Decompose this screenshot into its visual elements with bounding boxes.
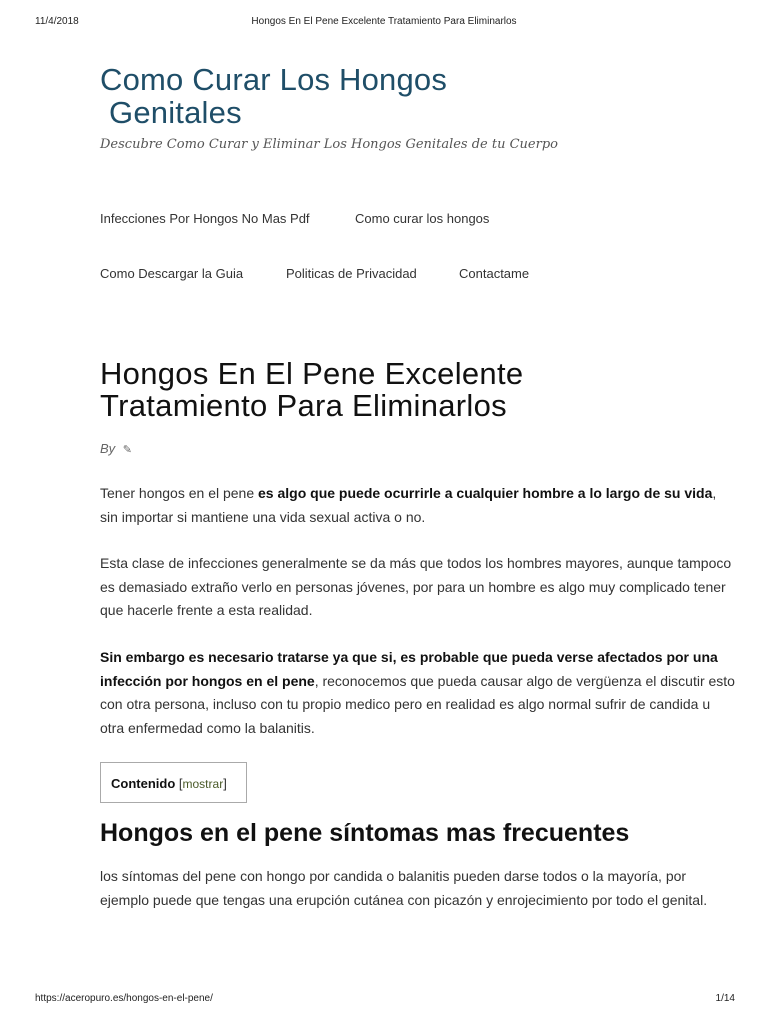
toc-open-bracket: [ bbox=[178, 776, 183, 791]
paragraph-tratamiento-text: , reconocemos que pueda causar algo de vergüenza el discutir esto con otra persona, incluso con tu propio medico pero en realidad es algo normal sufrir de candida u otra enfermedad como la balanitis. bbox=[100, 672, 735, 736]
paragraph-sintomas: los síntomas del pene con hongo por candida o balanitis pueden darse todos o la mayoría, por ejemplo puede que tengas una erupción cutánea con picazón y enrojecimiento por todo el genital. bbox=[100, 868, 708, 908]
post-title bbox=[100, 358, 660, 422]
print-footer bbox=[0, 993, 768, 1009]
post-byline bbox=[100, 441, 132, 456]
nav-item-como-curar[interactable]: Como curar los hongos bbox=[355, 211, 490, 226]
print-header bbox=[0, 16, 768, 32]
site-title[interactable] bbox=[100, 63, 560, 129]
paragraph-tratamiento bbox=[100, 646, 736, 740]
toc-toggle-link[interactable]: mostrar bbox=[182, 777, 224, 791]
post-title-line2: Tratamiento Para Eliminarlos bbox=[100, 388, 507, 423]
paragraph-intro bbox=[100, 482, 736, 529]
print-doc-title: Hongos En El Pene Excelente Tratamiento Para Eliminarlos bbox=[251, 16, 517, 27]
pencil-icon: ✎ bbox=[122, 444, 133, 456]
site-tagline: Descubre Como Curar y Eliminar Los Hongos Genitales de tu Cuerpo bbox=[100, 137, 558, 152]
nav-item-infecciones-pdf[interactable]: Infecciones Por Hongos No Mas Pdf bbox=[100, 211, 310, 226]
toc-close-bracket: ] bbox=[223, 776, 227, 791]
paragraph-tratamiento-bold: Sin embargo es necesario tratarse ya que si, es probable que pueda verse afectados por una infección por hongos en el pene bbox=[100, 649, 718, 689]
post-title-line1: Hongos En El Pene Excelente bbox=[100, 356, 524, 391]
paragraph-intro-bold: es algo que puede ocurrirle a cualquier hombre a lo largo de su vida bbox=[258, 485, 713, 501]
byline-label: By bbox=[100, 441, 116, 456]
site-title-line1[interactable]: Como Curar Los Hongos bbox=[100, 62, 448, 97]
paragraph-infecciones: Esta clase de infecciones generalmente se da más que todos los hombres mayores, aunque tampoco es demasiado extraño verlo en personas jóvenes, por para un hombre es algo muy complicado tener que hacerle frente a esta realidad. bbox=[100, 555, 732, 618]
nav-item-privacidad[interactable]: Politicas de Privacidad bbox=[286, 266, 417, 281]
site-title-line2[interactable]: Genitales bbox=[109, 95, 242, 130]
print-page-number: 1/14 bbox=[715, 993, 735, 1004]
toc-label: Contenido bbox=[111, 776, 176, 791]
paragraph-intro-text: Tener hongos en el pene bbox=[100, 485, 259, 501]
section-heading-sintomas: Hongos en el pene síntomas mas frecuentes bbox=[100, 819, 630, 847]
nav-item-descargar-guia[interactable]: Como Descargar la Guia bbox=[100, 266, 244, 281]
nav-item-contactame[interactable]: Contactame bbox=[459, 266, 530, 281]
paragraph-intro-text-end: , sin importar si mantiene una vida sexual activa o no. bbox=[100, 485, 717, 525]
table-of-contents bbox=[100, 762, 247, 803]
print-date: 11/4/2018 bbox=[35, 16, 79, 27]
print-url: https://aceropuro.es/hongos-en-el-pene/ bbox=[35, 993, 213, 1004]
